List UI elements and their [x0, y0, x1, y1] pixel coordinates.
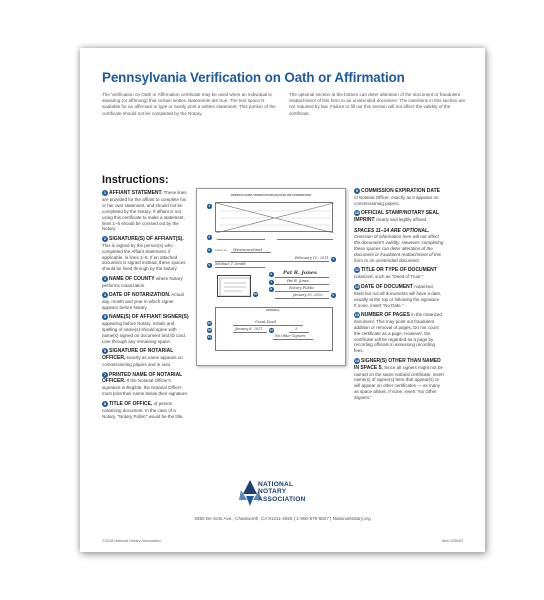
step-number-badge: 5 [103, 314, 107, 320]
instruction-text: exactly as name appears on commissioning papers and in seal. [102, 355, 183, 368]
form-badge-7: 7 [270, 280, 273, 284]
instruction-item [102, 314, 190, 345]
certificate-instructions-page [80, 48, 485, 552]
other-signers: No Other Signers [275, 334, 306, 338]
instruction-item [102, 348, 190, 368]
instruction-item [354, 312, 444, 354]
form-badge-3: 3 [208, 248, 211, 252]
instruction-heading: OFFICIAL STAMP/NOTARY SEAL IMPRINT [354, 210, 439, 224]
step-number-badge: 3 [103, 275, 107, 281]
instruction-text: in the notarized document. This may point out fraudulent addition or removal of pages. Do not count the certificate as a page. However, the certificate will be regarded as a page by recording officials in assessing recording fees. [354, 311, 442, 354]
instruction-heading: SIGNER(S) OTHER THAN NAMED IN SPACE 5. [354, 357, 441, 371]
step-number-badge: 6 [103, 348, 107, 354]
form-badge-2: 2 [208, 235, 211, 239]
form-badge-5: 5 [208, 263, 211, 267]
form-badge-13: 13 [269, 328, 273, 332]
instruction-text: If the Notarial Officer's signature is illegible, the Notarial Officer must print their name below their signature. [102, 378, 189, 397]
instruction-text: clearly and legibly affixed. [374, 217, 428, 223]
instruction-heading: TITLE OR TYPE OF DOCUMENT [361, 267, 437, 274]
instruction-text: Since all signers might not be named on the same notarial certificate, insert name(s) of signer(s) here that appear(s) or will appear on other certificates — as many as space allows. If none, insert "No Other Signers." [354, 364, 444, 401]
page-title: Pennsylvania Verification on Oath or Affirmation [102, 70, 405, 85]
document-date: January 8, 2011 [235, 327, 263, 331]
instruction-text: of person notarizing document. In the case of a Notary, "Notary Public" would be the title. [102, 400, 184, 419]
optional-note [354, 228, 444, 264]
step-number-badge: 8 [103, 400, 107, 406]
instruction-text: appearing before Notary. Initials and spelling of name(s) should agree with name(s) signed on document and ID card. Line through any remaining space. [102, 321, 187, 344]
instruction-heading: SIGNATURE(S) OF AFFIANT(S). [109, 235, 184, 242]
instruction-item [102, 401, 190, 420]
county-label: County of [215, 249, 227, 252]
instruction-text: These lines are provided for the affiant to complete his or her own statement, and should not be completed by the Notary. If affiant is not using this certificate to make a statement, lines 1–6 should be crossed out by the Notary. [102, 190, 187, 232]
form-badge-1: 1 [208, 204, 211, 208]
commission-expires: January 30, 2020 [293, 293, 323, 297]
item-number: Item #25063 [441, 539, 463, 543]
instruction-heading: AFFIANT STATEMENT. [109, 190, 163, 196]
step-number-badge: 7 [103, 371, 107, 377]
step-number-badge: 9 [355, 188, 359, 193]
notary-seal-stamp [217, 275, 251, 297]
notary-title: Notary Public [289, 286, 315, 290]
instruction-item [102, 292, 190, 311]
instruction-text: notarized. Most but not all documents will have a date, usually at the top or following the signature. If none, insert "No Date." [354, 283, 442, 308]
instruction-heading: SIGNATURE OF NOTARIAL OFFICER, [102, 348, 174, 362]
instruction-text: of Notarial Officer, exactly as it appears on commissioning papers. [354, 194, 439, 206]
contact-address: 9350 De Soto Ave., Chatsworth, CA 91311-4926 | 1-800-876-6827 | NationalNotary.org [194, 516, 371, 521]
form-badge-11: 11 [207, 321, 211, 325]
optional-text: Omission of information here will not affect the document's validity. However, completing these spaces can deter alteration of the document or fraudulent reattachment of this form to an unintended document. [354, 234, 444, 264]
signer-name: Michael T. Smith [215, 262, 246, 266]
instruction-text: Actual day, month and year in which signer appears before Notary. [102, 292, 184, 310]
instruction-heading: NAME(S) OF AFFIANT SIGNER(S) [109, 314, 189, 321]
step-number-badge: 2 [103, 235, 107, 241]
county-value: Westmoreland [233, 247, 263, 252]
instruction-text: This is signed by the person(s) who completed the Affiant Statement, if applicable, in lines 1–5. If an attached document is signed instead, these spaces should be lined through by the Notary. [102, 242, 186, 272]
instruction-heading: PRINTED NAME OF NOTARIAL OFFICER. [102, 371, 183, 385]
instruction-item [354, 267, 444, 280]
logo-wordmark: NATIONAL NOTARY ASSOCIATION [258, 481, 306, 503]
optional-label: OPTIONAL [266, 309, 280, 312]
form-title: PENNSYLVANIA VERIFICATION ON OATH OR AFFIRMATION [231, 193, 311, 197]
document-type: Grant Deed [255, 320, 277, 324]
form-badge-8: 8 [270, 287, 273, 291]
instruction-item [354, 210, 444, 224]
step-number-badge: 13 [354, 311, 360, 317]
number-of-pages: 3 [295, 327, 298, 331]
instruction-heading: DATE OF NOTARIZATION. [109, 292, 171, 299]
instruction-text: where Notary performs notarization. [102, 275, 183, 288]
instruction-item [102, 190, 190, 232]
form-badge-10: 10 [253, 292, 257, 296]
form-badge-12: 12 [207, 328, 211, 332]
affiant-statement-box [215, 202, 333, 232]
instruction-heading: DATE OF DOCUMENT [361, 283, 413, 290]
instruction-heading: NAME OF COUNTY [109, 275, 155, 282]
instruction-item [354, 358, 444, 401]
form-badge-14: 14 [207, 335, 211, 339]
instruction-heading: COMMISSION EXPIRATION DATE [361, 188, 440, 194]
crossed-out-lines [216, 203, 334, 233]
instruction-item [102, 276, 190, 289]
instructions-left-column [102, 190, 190, 423]
intro-left: The Verification on Oath or Affirmation certificate may be used when an individual is swearing (or affirming) that certain written statements are true. The text space is available for an affirmant to type or neatly print a written statement. This portion of the certificate should not be completed by the Notary. [102, 92, 276, 116]
instruction-heading: TITLE OF OFFICE, [109, 400, 153, 407]
instruction-item [102, 236, 190, 272]
sample-certificate [196, 188, 346, 366]
instruction-heading: NUMBER OF PAGES [361, 311, 410, 318]
optional-heading: SPACES 11–14 ARE OPTIONAL. [354, 227, 430, 234]
copyright: ©2018 National Notary Association [102, 539, 161, 543]
step-number-badge: 10 [354, 210, 360, 216]
step-number-badge: 11 [354, 267, 360, 273]
instructions-right-column [354, 188, 444, 405]
instructions-heading: Instructions: [102, 174, 169, 186]
step-number-badge: 14 [354, 357, 360, 363]
step-number-badge: 4 [103, 292, 107, 298]
instruction-item [354, 284, 444, 309]
form-badge-4: 4 [332, 257, 335, 261]
step-number-badge: 12 [354, 283, 360, 289]
instruction-text: notarized, such as "Deed of Trust." [354, 274, 424, 280]
form-badge-9: 9 [332, 293, 335, 297]
optional-section [215, 307, 333, 351]
instruction-item [102, 372, 190, 398]
notary-printed-name: Pat R. Jones [287, 279, 309, 283]
form-badge-6: 6 [270, 272, 273, 276]
step-number-badge: 1 [103, 190, 107, 195]
intro-right: The optional section at the bottom can deter alteration of the document or fraudulent reattachment of this form to an unintended document. The insertions in this section are not required by law. Failure to fill out this section will not affect the validity of the certificate. [289, 92, 466, 116]
notary-signature: Pat R. Jones [283, 270, 317, 276]
instruction-item [354, 188, 444, 207]
notarization-date: February 10, 2011 [295, 256, 329, 260]
